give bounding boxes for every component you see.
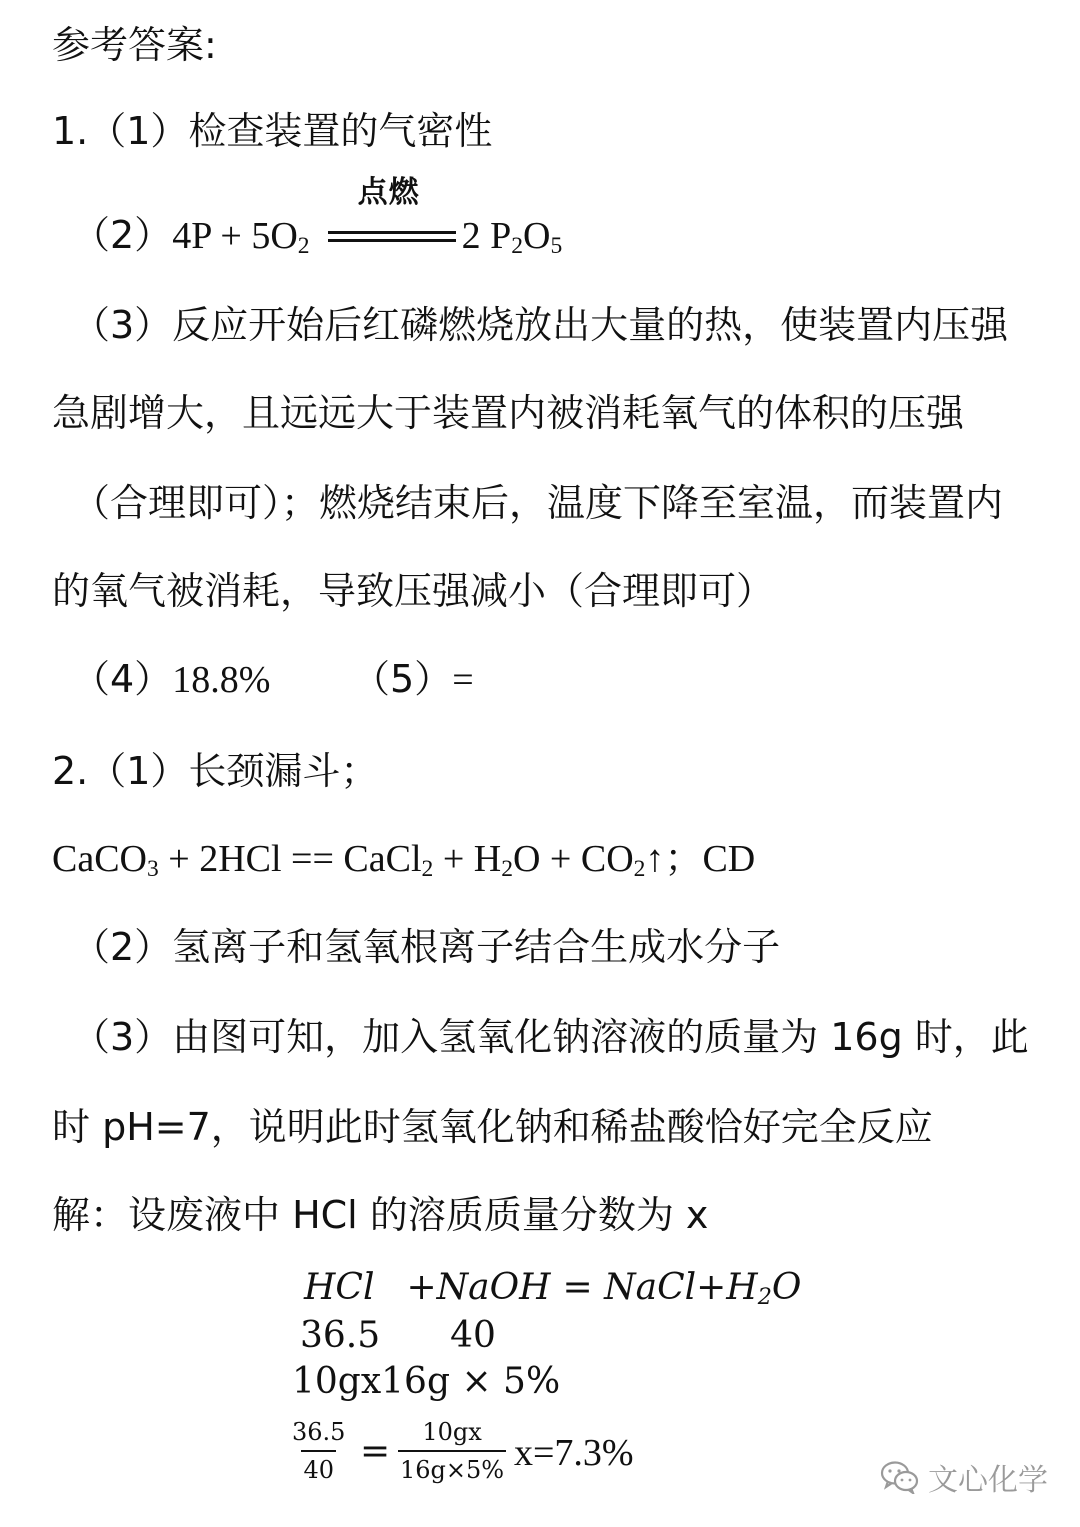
q2-part1: 2.（1）长颈漏斗； — [52, 749, 379, 793]
calc-mass-row: 10gx16g × 5% — [292, 1361, 561, 1402]
reaction-condition: 点燃 — [357, 175, 420, 210]
q1-part3-line1: （3）反应开始后红磷燃烧放出大量的热，使装置内压强 — [72, 303, 1009, 347]
calc-fraction-left — [290, 1420, 347, 1482]
calc-fraction-right — [398, 1420, 506, 1482]
wechat-icon — [880, 1460, 920, 1494]
q2-part3-line1: （3）由图可知，加入氢氧化钠溶液的质量为 16g 时，此 — [72, 1015, 1029, 1059]
q1-part3-line2: 急剧增大，且远远大于装置内被消耗氧气的体积的压强 — [52, 391, 965, 435]
q2-part2: （2）氢离子和氢氧根离子结合生成水分子 — [72, 925, 781, 969]
watermark-text: 文心化学 — [928, 1463, 1048, 1498]
equation-lhs: $4P + 5O_2$ — [172, 215, 310, 260]
q1-part1: 1.（1）检查装置的气密性 — [52, 109, 493, 153]
calc-result: x=7.3% — [514, 1432, 634, 1474]
q1-part3-line3: （合理即可）；燃烧结束后，温度下降至室温，而装置内 — [72, 481, 1004, 525]
q1-part5-value: = — [452, 659, 474, 701]
q2-equation: CaCO$_3$ + 2HCl == CaCl$_2$ + $H_2O$ + $CO_2↑$；CD — [52, 838, 756, 883]
fraction-right-denominator: 16g×5% — [398, 1450, 506, 1482]
q1-part2-equation — [72, 175, 563, 260]
watermark — [880, 1455, 1048, 1499]
reaction-equals-sign — [328, 175, 456, 250]
calc-molar-mass-row: 36.5 40 — [300, 1315, 496, 1356]
answer-heading: 参考答案: — [52, 23, 217, 67]
calc-equals: = — [360, 1431, 391, 1472]
q2-solution-intro: 解：设废液中 HCl 的溶质质量分数为 x — [52, 1193, 709, 1237]
q1-part3-line4: 的氧气被消耗，导致压强减小（合理即可） — [52, 569, 775, 613]
q2-part3-line2: 时 pH=7，说明此时氢氧化钠和稀盐酸恰好完全反应 — [52, 1105, 933, 1149]
fraction-right-numerator: 10gx — [422, 1418, 482, 1446]
calc-reaction-row: HCl +NaOH = $NaCl+H_2O$ — [304, 1267, 802, 1310]
q1-part5-label: （5） — [352, 657, 453, 701]
q1-part4-value: 18.8% — [172, 659, 271, 701]
fraction-left-numerator: 36.5 — [292, 1418, 346, 1446]
q1-part5 — [352, 657, 474, 701]
q1-part2-label: （2） — [72, 213, 173, 257]
q1-part4 — [72, 657, 271, 701]
q1-part4-label: （4） — [72, 657, 173, 701]
fraction-left-denominator: 40 — [301, 1450, 336, 1482]
equation-rhs: 2 $P_2O_5$ — [461, 215, 563, 260]
